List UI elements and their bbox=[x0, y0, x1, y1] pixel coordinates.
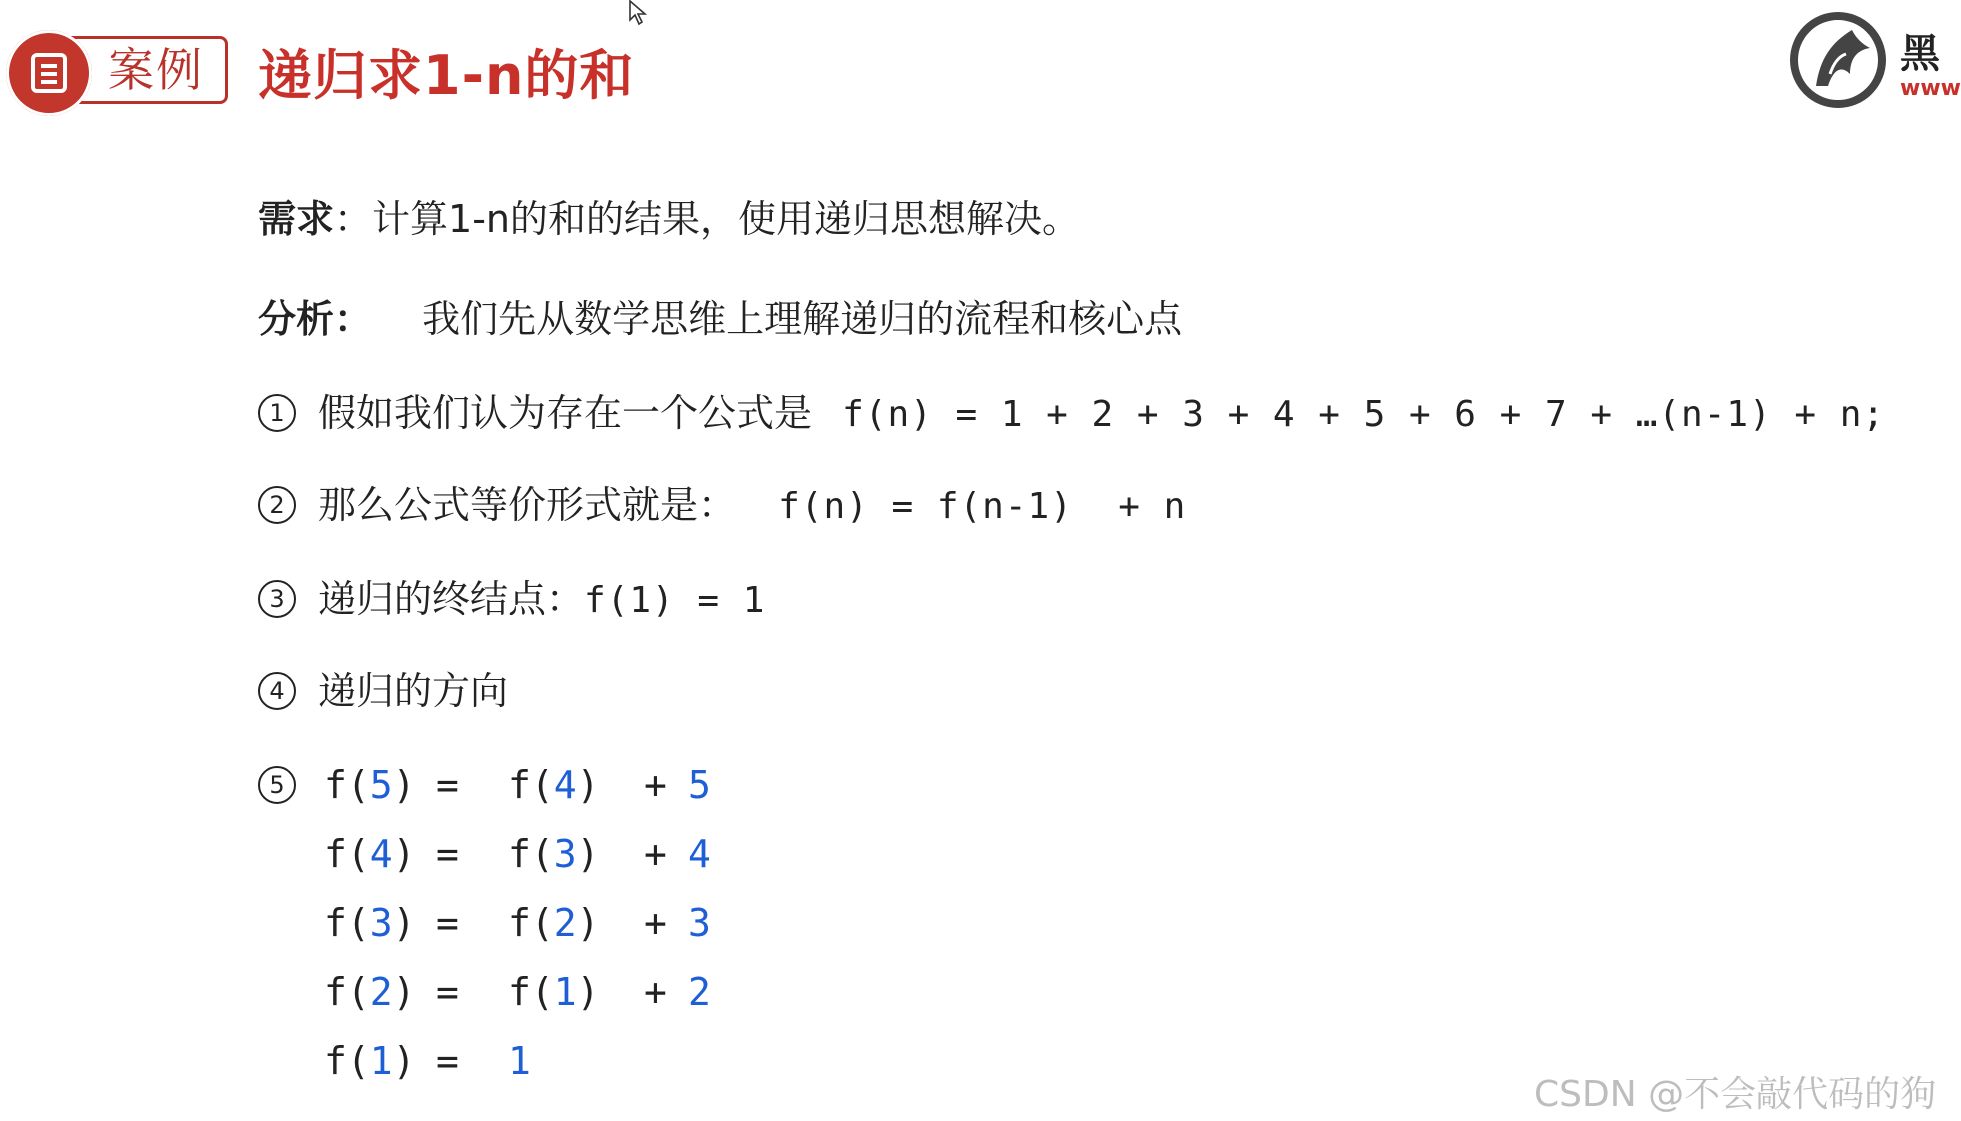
point-1 bbox=[258, 388, 1885, 440]
point-formula: f(n) = 1 + 2 + 3 + 4 + 5 + 6 + 7 + …(n-1) + n; bbox=[842, 394, 1886, 435]
point-formula: f(n) = f(n-1) + n bbox=[778, 486, 1187, 527]
point-5 bbox=[258, 760, 318, 810]
page-title: 递归求1-n的和 bbox=[258, 44, 635, 107]
badge-label: 案例 bbox=[108, 43, 204, 97]
mouse-cursor-icon bbox=[628, 0, 650, 26]
case-badge bbox=[4, 30, 232, 116]
point-text: 那么公式等价形式就是： bbox=[318, 483, 737, 527]
point-number: 2 bbox=[258, 486, 296, 524]
requirement-text: ：计算1-n的和的结果，使用递归思想解决。 bbox=[334, 197, 1080, 241]
point-text: 递归的终结点： bbox=[318, 577, 585, 621]
point-number: 1 bbox=[258, 394, 296, 432]
requirement-label: 需求 bbox=[258, 197, 335, 241]
requirement-line bbox=[258, 194, 1080, 244]
point-text: 递归的方向 bbox=[318, 669, 509, 713]
horse-logo-icon bbox=[1786, 8, 1890, 112]
point-2 bbox=[258, 480, 1186, 532]
document-icon bbox=[6, 30, 92, 116]
logo-url: www bbox=[1900, 76, 1961, 101]
watermark: CSDN @不会敲代码的狗 bbox=[1534, 1074, 1937, 1115]
point-number: 5 bbox=[258, 766, 296, 804]
analysis-label: 分析： bbox=[258, 297, 373, 341]
point-4 bbox=[258, 666, 508, 716]
point-3 bbox=[258, 574, 765, 626]
analysis-text: 我们先从数学思维上理解递归的流程和核心点 bbox=[422, 297, 1183, 341]
point-number: 3 bbox=[258, 580, 296, 618]
point-text: 假如我们认为存在一个公式是 bbox=[318, 391, 813, 435]
brand-logo bbox=[1786, 8, 1961, 112]
analysis-line bbox=[258, 294, 1182, 344]
point-number: 4 bbox=[258, 672, 296, 710]
logo-text: 黑 bbox=[1900, 31, 1940, 77]
point-formula: f(1) = 1 bbox=[584, 580, 766, 621]
